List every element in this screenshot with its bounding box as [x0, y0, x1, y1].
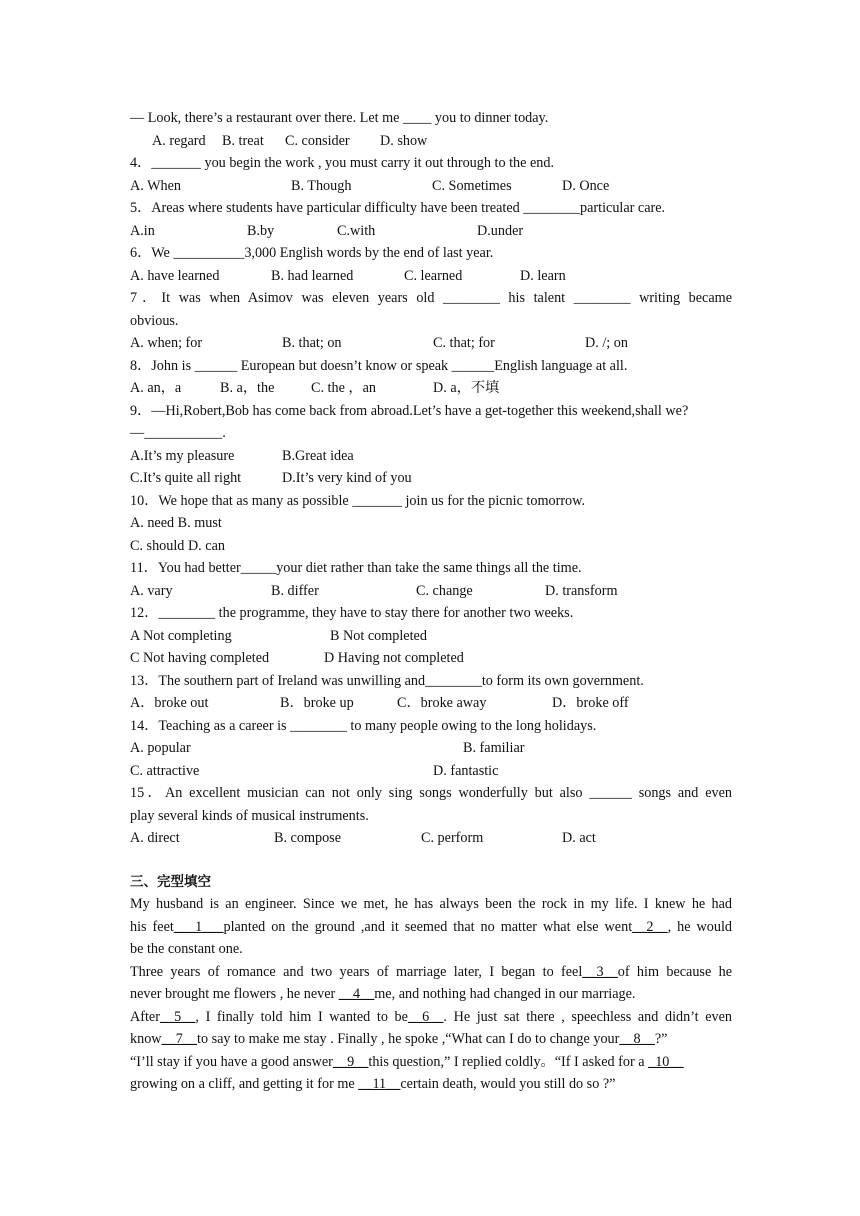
blank-2: __2__ — [632, 918, 668, 935]
option-b: B. treat — [222, 132, 264, 149]
question-4-options — [130, 175, 732, 198]
blank-4: __4__ — [338, 986, 375, 1002]
blank-6: __6__ — [407, 1008, 444, 1025]
question-12-options-row2 — [130, 647, 732, 670]
passage-line: be the constant one. — [130, 941, 243, 957]
option-d: D. /; on — [585, 335, 628, 351]
question-12-stem: 12．________ the programme, they have to stay there for another two weeks. — [130, 605, 574, 621]
blank-8: __8__ — [619, 1031, 655, 1047]
option-b: B. had learned — [271, 267, 354, 284]
option-d: D. Once — [562, 177, 610, 194]
option-c: C．broke away — [397, 695, 487, 711]
question-5-options — [130, 220, 732, 243]
option-a: A. direct — [130, 830, 180, 846]
question-9-stem: 9．—Hi,Robert,Bob has come back from abroad.Let’s have a get-together this weekend,shall we? — [130, 402, 689, 419]
blank-7: __7__ — [161, 1031, 197, 1047]
option-d: D.under — [477, 222, 524, 239]
question-10-options-row2: C. should D. can — [130, 537, 225, 554]
passage-line: growing on a cliff, and getting it for me __11__certain death, would you still do so ?” — [130, 1076, 616, 1092]
option-c: C. Sometimes — [432, 177, 512, 194]
option-c: C Not having completed — [130, 650, 270, 666]
option-c: C.It’s quite all right — [130, 470, 242, 486]
option-c: C. that; for — [433, 335, 495, 351]
passage-line: his feet___1___planted on the ground ,and it seemed that no matter what else went__2__, he would — [130, 918, 732, 935]
question-7-stem-cont: obvious. — [130, 312, 179, 329]
question-6-stem: 6．We __________3,000 English words by the end of last year. — [130, 245, 494, 261]
question-10-stem: 10．We hope that as many as possible _______ join us for the picnic tomorrow. — [130, 492, 586, 509]
question-9-reply: —___________. — [130, 425, 226, 441]
option-c: C. the ，an — [311, 380, 377, 396]
option-a: A. regard — [152, 132, 206, 149]
option-a: A. vary — [130, 582, 173, 599]
question-7-options — [130, 332, 732, 355]
option-d: D.It’s very kind of you — [282, 470, 412, 486]
blank-1: ___1___ — [173, 918, 224, 935]
option-d: D. transform — [545, 582, 618, 599]
section-heading-cloze: 三、完型填空 — [130, 873, 211, 890]
option-a: A．broke out — [130, 695, 209, 711]
option-a: A. an，a — [130, 380, 182, 396]
question-15-options — [130, 827, 732, 850]
question-8-stem: 8．John is ______ European but doesn’t know or speak ______English language at all. — [130, 357, 628, 374]
passage-line: Three years of romance and two years of marriage later, I began to feel__3__of him because he — [130, 963, 732, 980]
option-b: B. Though — [291, 177, 352, 194]
option-a: A Not completing — [130, 627, 232, 644]
option-a: A. When — [130, 177, 181, 194]
option-c: C. perform — [421, 830, 484, 846]
option-d: D Having not completed — [324, 650, 464, 666]
blank-3: __3__ — [582, 963, 618, 980]
option-d: D. act — [562, 830, 596, 846]
question-14-options-row1 — [130, 737, 732, 760]
question-9-options-row1 — [130, 445, 732, 468]
question-14-options-row2 — [130, 760, 732, 783]
question-7-stem: 7．It was when Asimov was eleven years old ________ his talent ________ writing became — [130, 290, 732, 306]
passage-line: know__7__to say to make me stay . Finally , he spoke ,“What can I do to change your__8__?” — [130, 1031, 668, 1047]
option-a: A. when; for — [130, 335, 203, 351]
question-9-options-row2 — [130, 467, 732, 490]
option-b: B. differ — [271, 582, 319, 599]
option-d: D. a，不填 — [433, 380, 500, 396]
question-11-stem: 11．You had better_____your diet rather than take the same things all the time. — [130, 560, 582, 576]
question-10-options-row1: A. need B. must — [130, 515, 222, 531]
blank-11: __11__ — [358, 1076, 401, 1092]
question-3-stem: — Look, there’s a restaurant over there. Let me ____ you to dinner today. — [130, 110, 549, 126]
option-b: B. that; on — [282, 335, 342, 351]
option-b: B. familiar — [463, 740, 525, 756]
question-15-stem: 15．An excellent musician can not only sing songs wonderfully but also ______ songs and even — [130, 785, 732, 801]
option-c: C. learned — [404, 267, 463, 284]
option-c: C. attractive — [130, 762, 200, 779]
option-c: C.with — [337, 222, 376, 239]
option-d: D. fantastic — [433, 762, 499, 779]
option-b: B Not completed — [330, 627, 427, 644]
option-b: B．broke up — [280, 695, 354, 711]
option-a: A.in — [130, 222, 155, 239]
option-c: C. consider — [285, 132, 350, 149]
question-13-stem: 13．The southern part of Ireland was unwilling and________to form its own government. — [130, 672, 644, 689]
question-15-stem-cont: play several kinds of musical instruments. — [130, 807, 369, 824]
option-b: B.by — [247, 222, 275, 239]
option-d: D．broke off — [552, 695, 629, 711]
passage-line: never brought me flowers , he never __4__me, and nothing had changed in our marriage. — [130, 986, 636, 1002]
option-c: C. change — [416, 582, 473, 599]
passage-line: After__5__, I finally told him I wanted to be__6__. He just sat there , speechless and didn’t even — [130, 1008, 733, 1025]
question-8-options — [130, 377, 732, 400]
blank-10: _10__ — [648, 1053, 684, 1070]
blank-9: __9__ — [332, 1053, 369, 1070]
option-b: B. compose — [274, 830, 341, 846]
option-a: A. have learned — [130, 267, 220, 284]
question-12-options-row1 — [130, 625, 732, 648]
question-13-options — [130, 692, 732, 715]
blank-5: __5__ — [159, 1008, 196, 1025]
option-d: D. show — [380, 132, 428, 149]
question-14-stem: 14．Teaching as a career is ________ to many people owing to the long holidays. — [130, 717, 597, 734]
exam-page — [130, 107, 732, 1096]
question-11-options — [130, 580, 732, 603]
option-d: D. learn — [520, 267, 566, 284]
question-5-stem: 5．Areas where students have particular difficulty have been treated ________particular care. — [130, 200, 666, 216]
question-6-options — [130, 265, 732, 288]
passage-line: My husband is an engineer. Since we met, he has always been the rock in my life. I knew he had — [130, 896, 732, 912]
option-a: A.It’s my pleasure — [130, 447, 235, 464]
option-b: B.Great idea — [282, 447, 354, 464]
option-a: A. popular — [130, 740, 191, 756]
option-b: B. a，the — [220, 380, 275, 396]
passage-line: “I’ll stay if you have a good answer__9__this question,” I replied coldly。“If I asked for a _10__ — [130, 1053, 684, 1070]
question-3-options — [130, 130, 732, 153]
question-4-stem: 4．_______ you begin the work , you must carry it out through to the end. — [130, 155, 554, 171]
